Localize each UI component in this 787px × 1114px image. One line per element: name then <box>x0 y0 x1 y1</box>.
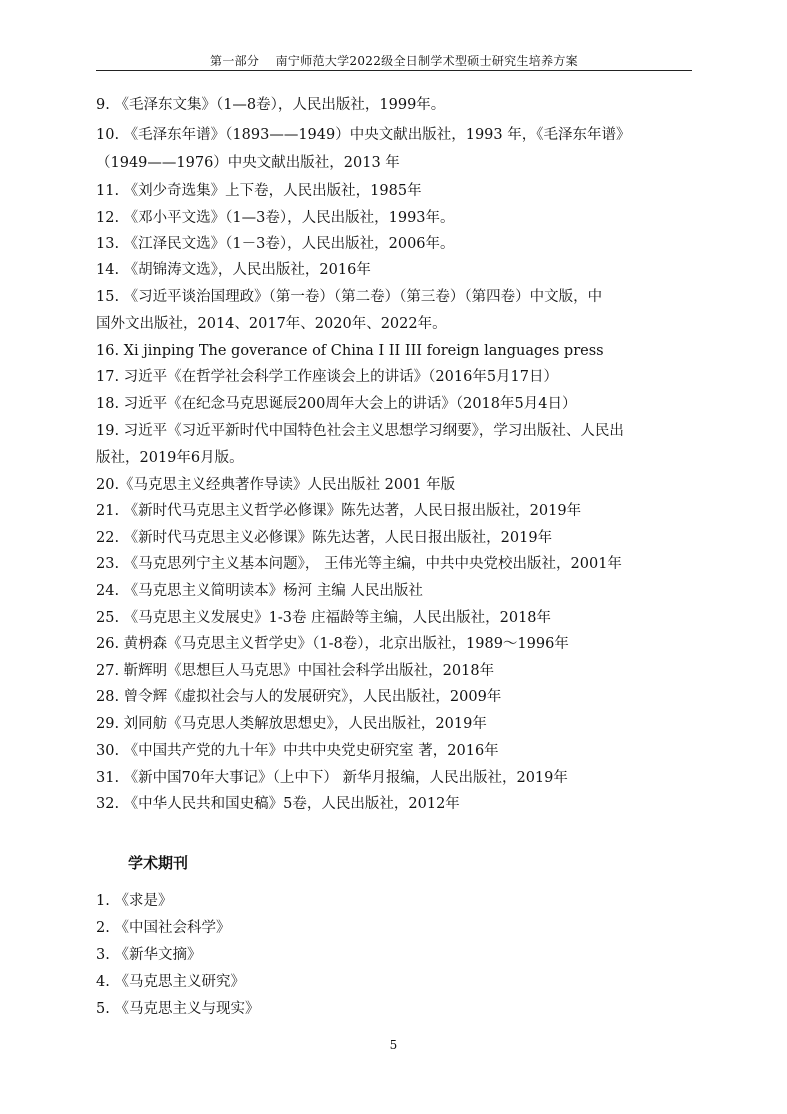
reference-line: 9. 《毛泽东文集》（1—8卷），人民出版社，1999年。 <box>96 97 446 113</box>
journal-item: 1. 《求是》 <box>96 893 173 909</box>
reference-line: 28. 曾令辉《虚拟社会与人的发展研究》，人民出版社，2009年 <box>96 689 502 705</box>
reference-line: 10. 《毛泽东年谱》（1893——1949）中央文献出版社，1993 年，《毛泽东年谱》 <box>96 127 631 143</box>
journal-item: 3. 《新华文摘》 <box>96 947 202 963</box>
reference-line: 版社，2019年6月版。 <box>96 450 244 466</box>
reference-line: 26. 黄枬森《马克思主义哲学史》（1-8卷），北京出版社，1989～1996年 <box>96 636 569 652</box>
journal-item: 2. 《中国社会科学》 <box>96 920 231 936</box>
reference-line: 17. 习近平《在哲学社会科学工作座谈会上的讲话》（2016年5月17日） <box>96 369 558 385</box>
reference-line: 23. 《马克思列宁主义基本问题》， 王伟光等主编，中共中央党校出版社，2001年 <box>96 556 622 572</box>
reference-line: 21. 《新时代马克思主义哲学必修课》陈先达著，人民日报出版社，2019年 <box>96 503 582 519</box>
section-title-journals: 学术期刊 <box>128 854 189 872</box>
reference-line: （1949——1976）中央文献出版社，2013 年 <box>96 155 400 171</box>
reference-line: 11. 《刘少奇选集》上下卷，人民出版社，1985年 <box>96 183 422 199</box>
reference-line: 25. 《马克思主义发展史》1-3卷 庄福龄等主编，人民出版社，2018年 <box>96 610 552 626</box>
header-divider <box>96 70 692 71</box>
reference-line: 14. 《胡锦涛文选》，人民出版社，2016年 <box>96 262 371 278</box>
reference-line: 27. 靳辉明《思想巨人马克思》中国社会科学出版社，2018年 <box>96 663 495 679</box>
reference-line: 20.《马克思主义经典著作导读》人民出版社 2001 年版 <box>96 477 456 493</box>
reference-line: 13. 《江泽民文选》（1－3卷），人民出版社，2006年。 <box>96 236 455 252</box>
reference-line: 18. 习近平《在纪念马克思诞辰200周年大会上的讲话》（2018年5月4日） <box>96 396 577 412</box>
reference-line: 29. 刘同舫《马克思人类解放思想史》，人民出版社，2019年 <box>96 716 487 732</box>
reference-line: 32. 《中华人民共和国史稿》5卷，人民出版社，2012年 <box>96 796 460 812</box>
reference-line: 15. 《习近平谈治国理政》（第一卷）（第二卷）（第三卷）（第四卷）中文版，中 <box>96 289 603 305</box>
reference-line: 31. 《新中国70年大事记》（上中下） 新华月报编，人民出版社，2019年 <box>96 770 568 786</box>
reference-line: 22. 《新时代马克思主义必修课》陈先达著，人民日报出版社，2019年 <box>96 530 553 546</box>
page-header: 第一部分 南宁师范大学2022级全日制学术型硕士研究生培养方案 <box>210 54 578 68</box>
reference-line: 16. Xi jinping The goverance of China I II III foreign languages press <box>96 343 604 359</box>
reference-line: 19. 习近平《习近平新时代中国特色社会主义思想学习纲要》，学习出版社、人民出 <box>96 423 624 439</box>
page-number: 5 <box>389 1038 398 1052</box>
reference-line: 24. 《马克思主义简明读本》杨河 主编 人民出版社 <box>96 583 423 599</box>
reference-line: 30. 《中国共产党的九十年》中共中央党史研究室 著，2016年 <box>96 743 499 759</box>
reference-line: 12. 《邓小平文选》（1—3卷），人民出版社，1993年。 <box>96 210 455 226</box>
journal-item: 5. 《马克思主义与现实》 <box>96 1001 260 1017</box>
journal-item: 4. 《马克思主义研究》 <box>96 974 245 990</box>
reference-line: 国外文出版社，2014、2017年、2020年、2022年。 <box>96 316 447 332</box>
